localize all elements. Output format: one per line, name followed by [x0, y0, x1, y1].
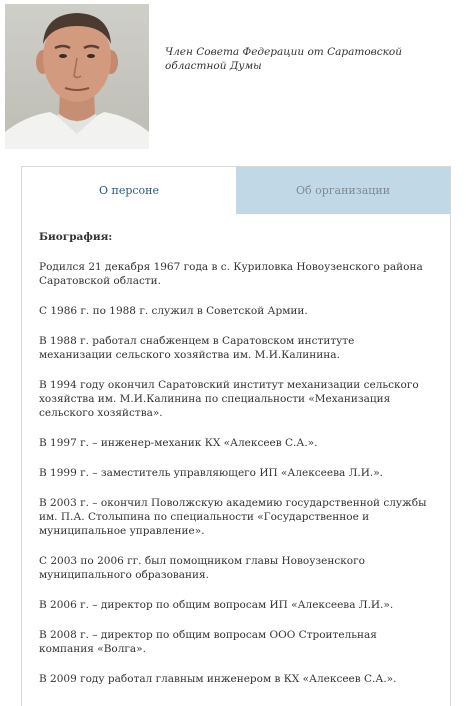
- tab-about-person[interactable]: О персоне: [22, 167, 236, 214]
- biography-paragraph: В 1997 г. – инженер-механик КХ «Алексеев С.А.».: [39, 437, 318, 449]
- biography-paragraph: В 2006 г. – директор по общим вопросам ИП «Алексеева Л.И.».: [39, 599, 394, 611]
- biography-paragraph: В 1999 г. – заместитель управляющего ИП «Алексеева Л.И.».: [39, 467, 383, 479]
- biography-paragraph: В 2008 г. – директор по общим вопросам ООО Строительная компания «Волга».: [39, 629, 377, 655]
- biography-paragraph: В 1994 году окончил Саратовский институт механизации сельского хозяйства им. М.И.Калинина по специальности «Механизация сельского хозяйства».: [39, 379, 419, 419]
- biography-heading: Биография:: [39, 231, 113, 243]
- tab-bar: [22, 167, 450, 214]
- biography-paragraph: В 2003 г. – окончил Поволжскую академию государственной службы им. П.А. Столыпина по специальности «Государственное и муниципальное управление».: [39, 497, 427, 537]
- biography-paragraph: С 2003 по 2006 гг. был помощником главы Новоузенского муниципального образования.: [39, 555, 365, 581]
- position-caption: Член Совета Федерации от Саратовской областной Думы: [165, 46, 402, 72]
- profile-panel: [21, 166, 451, 706]
- biography-paragraph: В 2009 году работал главным инженером в КХ «Алексеев С.А.».: [39, 673, 397, 685]
- biography-paragraph: С 1986 г. по 1988 г. служил в Советской Армии.: [39, 305, 308, 317]
- biography-section: [22, 214, 450, 686]
- tab-about-organization[interactable]: Об организации: [236, 167, 450, 214]
- portrait-photo: [5, 4, 149, 149]
- biography-paragraph: В 1988 г. работал снабженцем в Саратовском институте механизации сельского хозяйства им. М.И.Калинина.: [39, 335, 355, 361]
- biography-paragraph: Родился 21 декабря 1967 года в с. Куриловка Новоузенского района Саратовской области.: [39, 261, 423, 287]
